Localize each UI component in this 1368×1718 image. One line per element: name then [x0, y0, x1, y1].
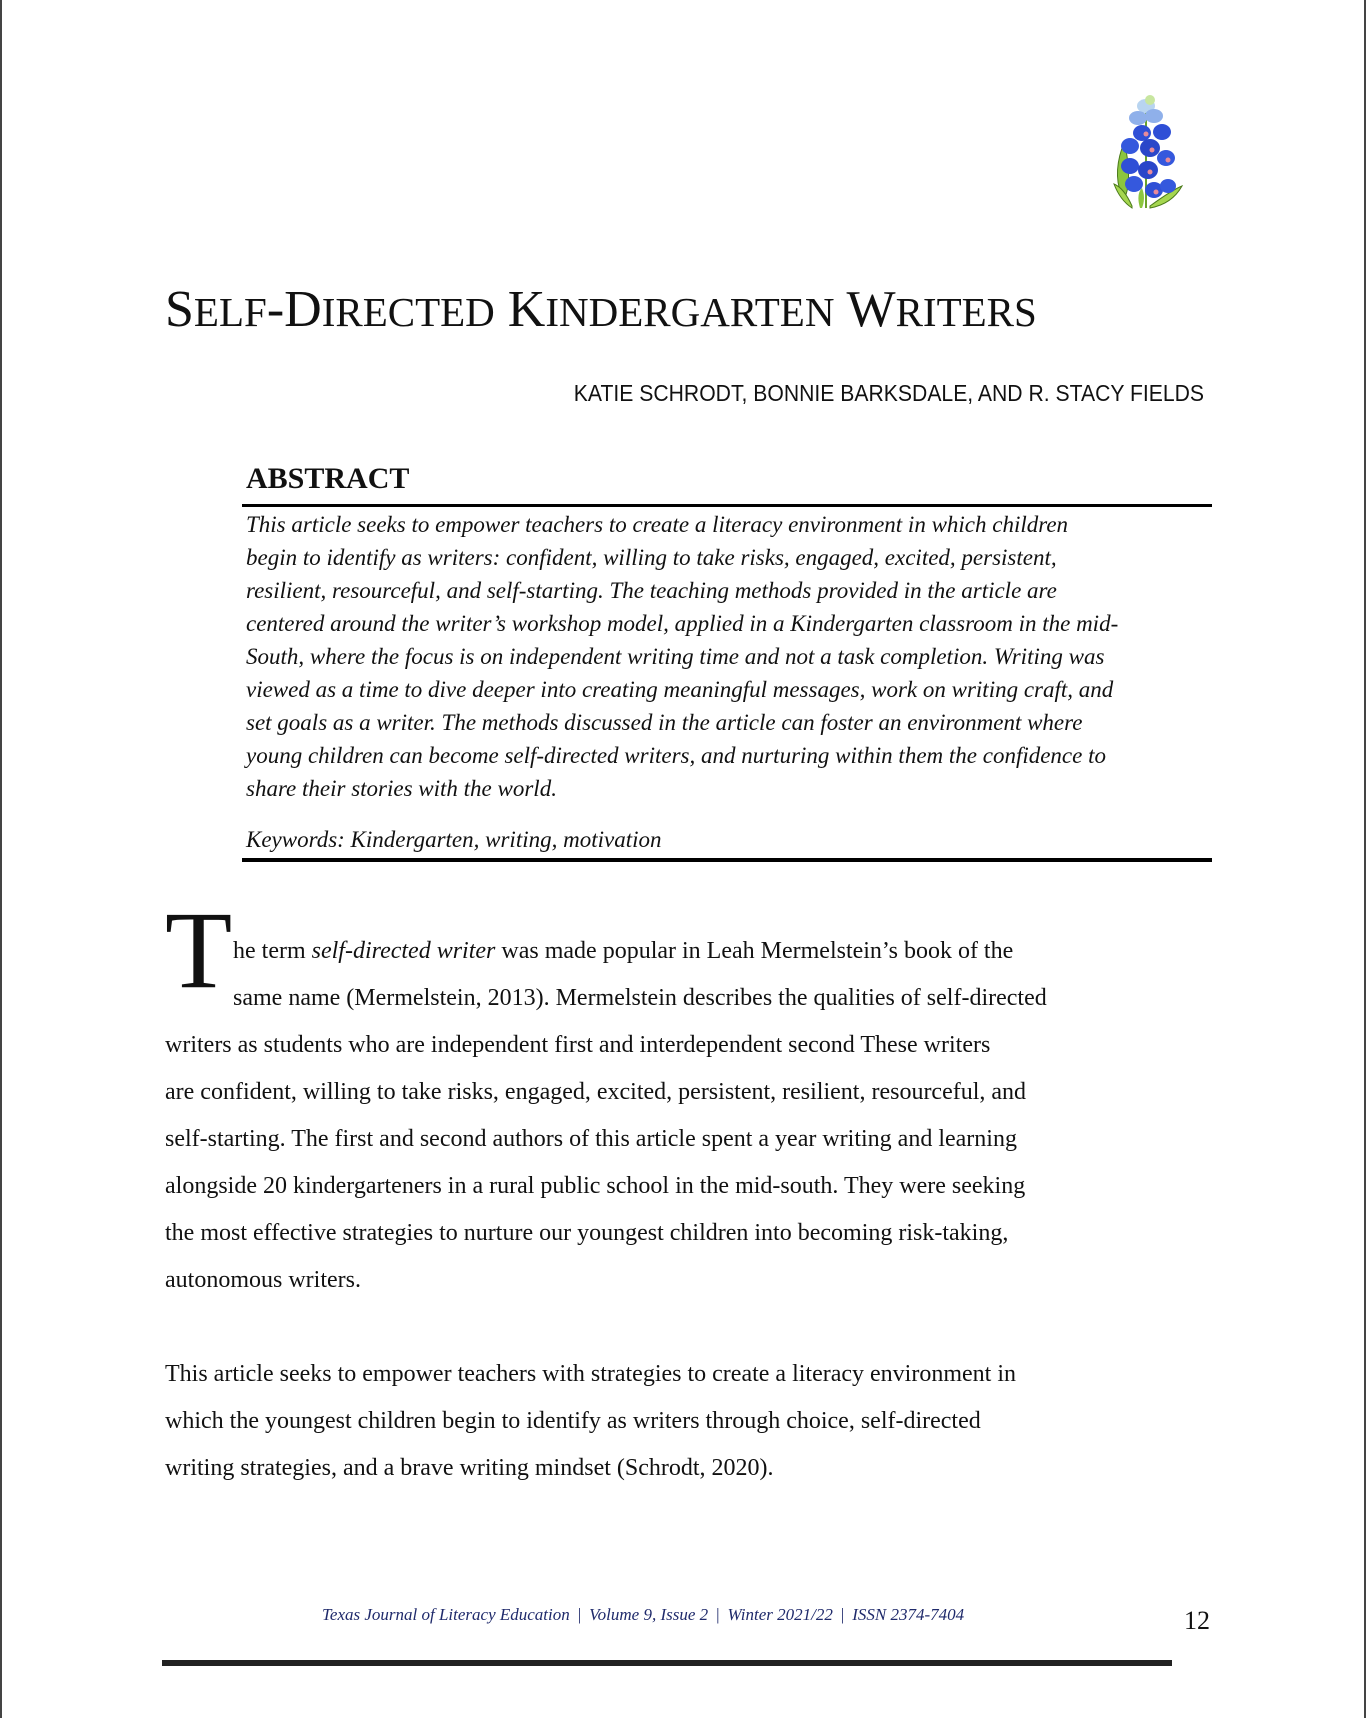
abstract-line: resilient, resourceful, and self-starting. The teaching methods provided in the article are — [246, 578, 1057, 603]
abstract-line: begin to identify as writers: confident, willing to take risks, engaged, excited, persistent, — [246, 545, 1057, 570]
body-line: autonomous writers. — [165, 1267, 361, 1293]
body-line: he term self-directed writer was made popular in Leah Mermelstein’s book of the — [233, 938, 1014, 964]
abstract-line: This article seeks to empower teachers to create a literacy environment in which children — [246, 512, 1069, 537]
abstract-line: set goals as a writer. The methods discussed in the article can foster an environment where — [246, 710, 1083, 735]
article-title: SELF-DIRECTED KINDERGARTEN WRITERS — [165, 281, 1037, 338]
drop-cap: T — [165, 889, 233, 1011]
body-line: writing strategies, and a brave writing mindset (Schrodt, 2020). — [165, 1455, 774, 1481]
body-line: writers as students who are independent first and interdependent second These writers — [165, 1032, 991, 1058]
abstract-text — [246, 508, 1216, 805]
abstract-line: centered around the writer’s workshop model, applied in a Kindergarten classroom in the mid- — [246, 611, 1119, 636]
article-authors: KATIE SCHRODT, BONNIE BARKSDALE, AND R. STACY FIELDS — [573, 380, 1204, 406]
journal-season: Winter 2021/22 — [727, 1605, 833, 1624]
abstract-line: young children can become self-directed writers, and nurturing within them the confidence to — [246, 743, 1106, 768]
body-line: the most effective strategies to nurture our youngest children into becoming risk-taking, — [165, 1220, 1009, 1246]
body-line: This article seeks to empower teachers with strategies to create a literacy environment in — [165, 1361, 1016, 1387]
abstract-line: viewed as a time to dive deeper into creating meaningful messages, work on writing craft, and — [246, 677, 1114, 702]
abstract-heading: ABSTRACT — [246, 462, 410, 495]
body-line: are confident, willing to take risks, engaged, excited, persistent, resilient, resourceful, and — [165, 1079, 1027, 1105]
body-line: which the youngest children begin to identify as writers through choice, self-directed — [165, 1408, 981, 1434]
journal-issn: ISSN 2374-7404 — [852, 1605, 965, 1624]
abstract-top-rule — [242, 504, 1212, 507]
keywords: Keywords: Kindergarten, writing, motivation — [246, 827, 662, 852]
abstract-bottom-rule — [242, 858, 1212, 862]
body-line: alongside 20 kindergarteners in a rural public school in the mid-south. They were seeking — [165, 1173, 1026, 1199]
journal-volume: Volume 9, Issue 2 — [589, 1605, 709, 1624]
bluebonnet-flower-icon — [1102, 88, 1202, 218]
body-line: same name (Mermelstein, 2013). Mermelstein describes the qualities of self-directed — [233, 985, 1047, 1011]
journal-name: Texas Journal of Literacy Education — [322, 1605, 570, 1624]
abstract-line: South, where the focus is on independent writing time and not a task completion. Writing was — [246, 644, 1105, 669]
abstract-line: share their stories with the world. — [246, 776, 557, 801]
page-number: 12 — [1184, 1606, 1210, 1635]
footer-rule — [162, 1660, 1172, 1666]
body-line: self-starting. The first and second authors of this article spent a year writing and learning — [165, 1126, 1017, 1152]
journal-footer: Texas Journal of Literacy Education | Volume 9, Issue 2 | Winter 2021/22 | ISSN 2374-7404 — [322, 1605, 965, 1624]
